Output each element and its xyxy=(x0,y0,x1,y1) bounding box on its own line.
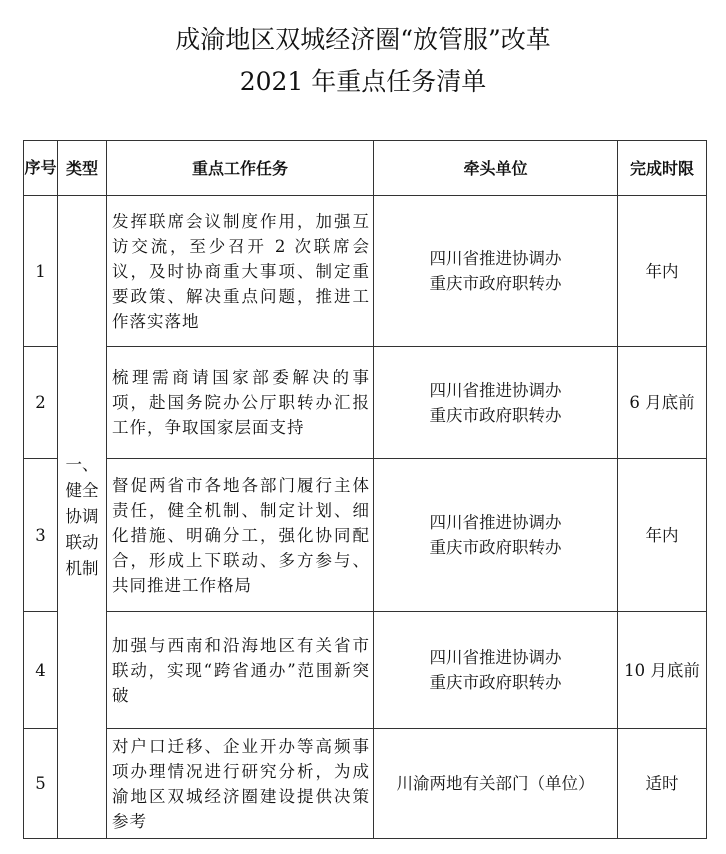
unit-cell xyxy=(374,459,618,612)
unit-line: 四川省推进协调办 xyxy=(429,249,562,268)
document-title-line1: 成渝地区双城经济圈“放管服”改革 xyxy=(175,25,551,54)
header-seq: 序号 xyxy=(24,141,58,196)
unit-line: 川渝两地有关部门（单位） xyxy=(396,774,595,793)
table-row xyxy=(24,729,707,839)
deadline-cell: 10 月底前 xyxy=(618,612,707,729)
task-cell: 对户口迁移、企业开办等高频事项办理情况进行研究分析，为成渝地区双城经济圈建设提供决策参考 xyxy=(107,729,374,839)
unit-cell xyxy=(374,612,618,729)
unit-line: 四川省推进协调办 xyxy=(429,380,562,400)
table-row xyxy=(24,196,707,347)
unit-cell xyxy=(374,729,618,839)
header-type: 类型 xyxy=(58,141,107,196)
seq-cell: 5 xyxy=(24,729,58,839)
unit-line: 重庆市政府职转办 xyxy=(429,405,562,425)
seq-cell: 1 xyxy=(24,196,58,347)
unit-cell xyxy=(374,196,618,347)
task-cell: 梳理需商请国家部委解决的事项，赴国务院办公厅职转办汇报工作，争取国家层面支持 xyxy=(107,347,374,459)
seq-cell: 3 xyxy=(24,459,58,612)
task-table xyxy=(23,140,707,839)
table-row xyxy=(24,459,707,612)
unit-line: 重庆市政府职转办 xyxy=(429,274,562,293)
unit-line: 四川省推进协调办 xyxy=(429,513,562,532)
table-header-row xyxy=(24,141,707,196)
unit-line: 重庆市政府职转办 xyxy=(429,673,562,692)
deadline-cell: 6 月底前 xyxy=(618,347,707,459)
deadline-cell: 适时 xyxy=(618,729,707,839)
unit-line: 重庆市政府职转办 xyxy=(429,538,562,557)
deadline-cell: 年内 xyxy=(618,196,707,347)
task-cell: 加强与西南和沿海地区有关省市联动，实现“跨省通办”范围新突破 xyxy=(107,612,374,729)
document-title-line2: 2021 年重点任务清单 xyxy=(239,67,487,96)
header-task: 重点工作任务 xyxy=(107,141,374,196)
deadline-cell: 年内 xyxy=(618,459,707,612)
task-cell: 发挥联席会议制度作用，加强互访交流，至少召开 2 次联席会议，及时协商重大事项、制定重要政策、解决重点问题，推进工作落实落地 xyxy=(107,196,374,347)
type-cell: 一、健全协调联动机制 xyxy=(58,196,107,839)
table-row xyxy=(24,347,707,459)
task-cell: 督促两省市各地各部门履行主体责任，健全机制、制定计划、细化措施、明确分工，强化协同配合，形成上下联动、多方参与、共同推进工作格局 xyxy=(107,459,374,612)
header-deadline: 完成时限 xyxy=(618,141,707,196)
table-row xyxy=(24,612,707,729)
unit-line: 四川省推进协调办 xyxy=(429,648,562,667)
unit-cell xyxy=(374,347,618,459)
seq-cell: 2 xyxy=(24,347,58,459)
header-unit: 牵头单位 xyxy=(374,141,618,196)
seq-cell: 4 xyxy=(24,612,58,729)
